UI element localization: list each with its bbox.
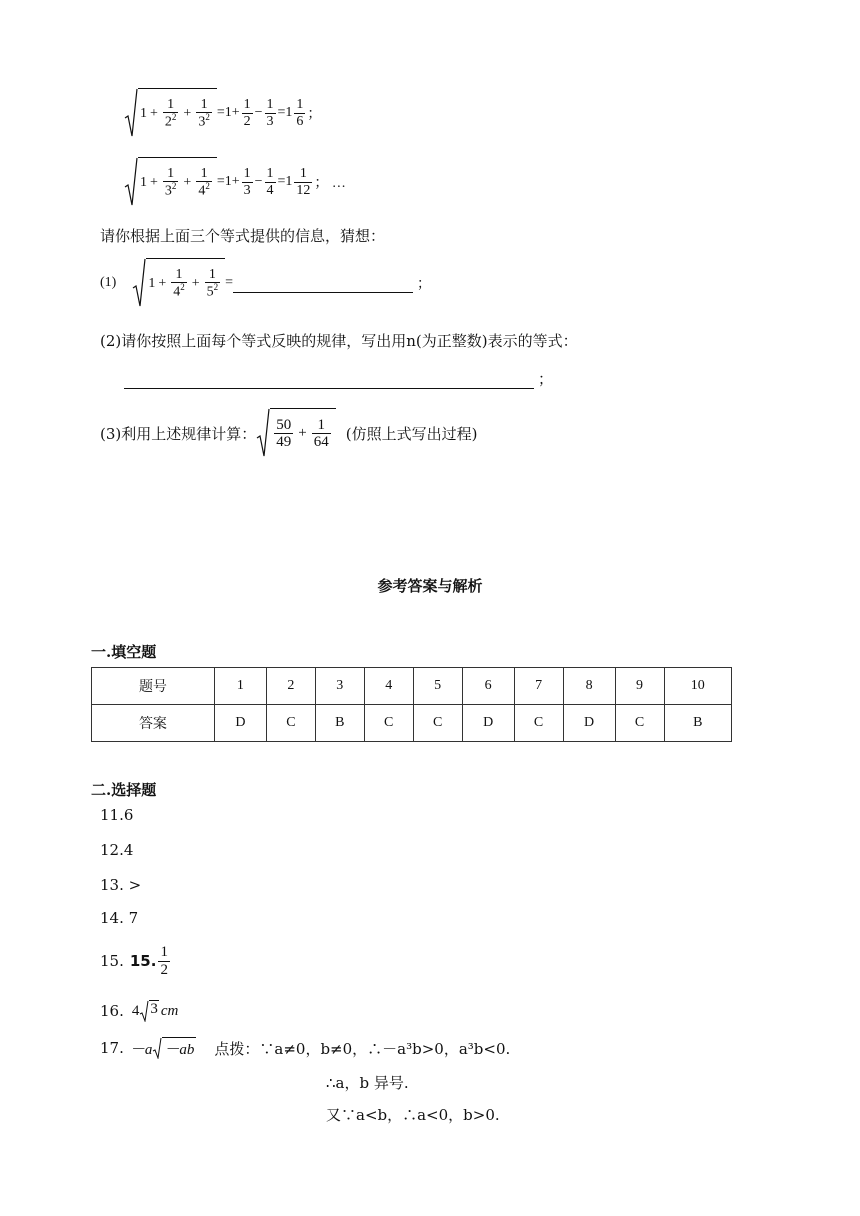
table-row-numbers [92, 668, 732, 705]
operator: + [191, 275, 200, 291]
sqrt-expression [132, 258, 225, 308]
answer-12: 12.4 [100, 841, 134, 859]
table-cell: 2 [266, 668, 315, 705]
answer-17-line-3: 又∵a<b，∴a<0，b>0. [326, 1106, 500, 1124]
sqrt-expression [256, 408, 335, 458]
operator: + [158, 275, 167, 291]
radicand: －ab [162, 1037, 196, 1059]
item-number: 16. [100, 1002, 124, 1020]
fraction: $\frac{1}{12}$ [296, 166, 311, 198]
operator: + [150, 105, 158, 121]
radical-sign [124, 88, 138, 138]
fraction: $\frac{1}{3}$ [243, 166, 251, 198]
equals-term: =1+ [216, 174, 240, 189]
answer-17 [100, 1037, 510, 1059]
question-3 [100, 408, 477, 458]
equals-term: =1+ [216, 105, 240, 120]
radical-sign [124, 157, 138, 207]
answer-15 [100, 944, 172, 978]
punctuation: ； [307, 107, 322, 122]
operator: − [254, 105, 263, 120]
equation-3 [124, 157, 346, 207]
table-cell: 5 [413, 668, 462, 705]
question-2-answer-row [124, 368, 553, 389]
radical-sign [256, 408, 270, 458]
sqrt-expression [139, 1000, 159, 1022]
table-cell: 7 [514, 668, 563, 705]
fraction: $\frac{1}{3^2}$ [198, 96, 210, 130]
operator: + [298, 425, 307, 441]
fraction: $\frac{50}{49}$ [276, 416, 292, 450]
operator: + [183, 174, 192, 190]
equals-term: =1 [277, 174, 293, 189]
fraction: $\frac{1}{3^2}$ [164, 165, 177, 199]
fraction: $\frac{1}{3}$ [266, 97, 274, 129]
sqrt-expression [124, 157, 217, 207]
fraction: $\frac{1}{2^2}$ [164, 96, 177, 130]
fraction: $\frac{1}{6}$ [296, 97, 304, 129]
table-cell: C [266, 705, 315, 742]
coefficient: 4 [131, 1002, 140, 1019]
fraction: $\frac{1}{4^2}$ [198, 165, 210, 199]
answer-blank[interactable] [124, 370, 534, 389]
table-cell: C [413, 705, 462, 742]
operator: + [150, 174, 158, 190]
table-cell: 9 [615, 668, 664, 705]
table-header-label: 题号 [92, 668, 215, 705]
punctuation: ； … [314, 176, 346, 191]
table-cell: 6 [462, 668, 514, 705]
punctuation: ； [417, 277, 432, 292]
table-cell: D [563, 705, 615, 742]
question-label: (3)利用上述规律计算： [100, 424, 257, 443]
fraction: $\frac{1}{4}$ [266, 166, 274, 198]
answer-17-line-2: ∴a，b 异号. [326, 1074, 409, 1092]
question-label: (1) [100, 275, 117, 290]
table-cell: 3 [315, 668, 364, 705]
operator: − [254, 174, 263, 189]
fraction: $\frac{1}{64}$ [313, 416, 329, 450]
section-heading-2: 二.选择题 [91, 781, 157, 799]
answer-13: 13. > [100, 876, 142, 894]
fraction: $\frac{1}{5^2}$ [206, 266, 219, 300]
table-cell: 10 [664, 668, 731, 705]
item-number: 17. [100, 1039, 124, 1057]
radical-sign [139, 1000, 149, 1022]
table-cell: C [514, 705, 563, 742]
term: 1 [140, 174, 147, 190]
table-cell: B [664, 705, 731, 742]
table-answer-label: 答案 [92, 705, 215, 742]
equals-term: =1 [277, 105, 293, 120]
question-2-text: (2)请你按照上面每个等式反映的规律，写出用n(为正整数)表示的等式： [100, 332, 578, 350]
equation-2 [124, 88, 321, 138]
expression: －a [129, 1041, 153, 1058]
radical-sign [132, 258, 146, 308]
section-heading-1: 一.填空题 [91, 643, 157, 661]
table-cell: D [462, 705, 514, 742]
table-cell: 1 [214, 668, 266, 705]
item-number-bold: 15. [129, 952, 157, 970]
answers-title: 参考答案与解析 [377, 577, 483, 595]
table-cell: C [615, 705, 664, 742]
answer-blank[interactable] [233, 274, 413, 293]
fraction: $\frac{1}{4^2}$ [173, 266, 185, 300]
sqrt-expression [124, 88, 217, 138]
sqrt-expression [152, 1037, 196, 1059]
table-cell: C [364, 705, 413, 742]
item-number: 15. [100, 952, 124, 970]
answer-16 [100, 1000, 178, 1022]
unit: cm [160, 1002, 179, 1019]
answer-table [91, 667, 732, 742]
table-row-answers [92, 705, 732, 742]
table-cell: D [214, 705, 266, 742]
term: 1 [140, 105, 147, 121]
term: 1 [148, 275, 156, 291]
radicand: 3 [149, 1000, 159, 1022]
answer-14: 14. 7 [100, 909, 139, 927]
table-cell: B [315, 705, 364, 742]
punctuation: ； [538, 370, 554, 388]
fraction: $\frac{1}{2}$ [160, 944, 168, 978]
equals-sign: = [225, 275, 234, 290]
question-1 [100, 258, 431, 308]
radical-sign [152, 1037, 162, 1059]
operator: + [183, 105, 192, 121]
table-cell: 8 [563, 668, 615, 705]
instruction-note: (仿照上式写出过程) [345, 424, 478, 443]
answer-11: 11.6 [100, 806, 134, 824]
fraction: $\frac{1}{2}$ [243, 97, 251, 129]
table-cell: 4 [364, 668, 413, 705]
hint-text: 点拨：∵a≠0，b≠0，∴－a³b>0，a³b<0. [214, 1039, 511, 1058]
prompt-text: 请你根据上面三个等式提供的信息，猜想： [100, 227, 386, 245]
